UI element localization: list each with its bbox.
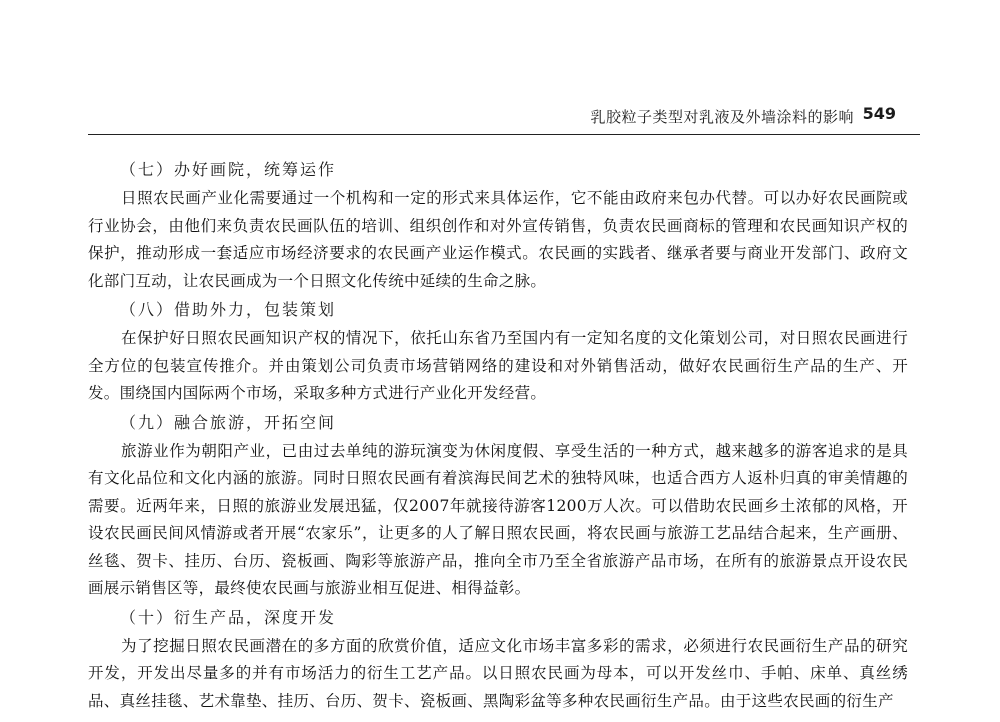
section-paragraph-10: 为了挖掘日照农民画潜在的多方面的欣赏价值，适应文化市场丰富多彩的需求，必须进行农民画衍生产品的研究开发，开发出尽量多的并有市场活力的衍生工艺产品。以日照农民画为母本，可以开发丝巾、手帕、床单、真丝绣品、真丝挂毯、艺术靠垫、挂历、台历、贺卡、瓷板画、黑陶彩盆等多种农民画衍生产品。由于这些农民画的衍生产 [88,636,908,710]
body-text [88,155,908,715]
running-title: 乳胶粒子类型对乳液及外墙涂料的影响 [590,108,854,126]
running-header [88,100,920,135]
section-heading-10: （十）衍生产品，深度开发 [120,607,337,627]
section-paragraph-7: 日照农民画产业化需要通过一个机构和一定的形式来具体运作，它不能由政府来包办代替。可以办好农民画院或行业协会，由他们来负责农民画队伍的培训、组织创作和对外宣传销售，负责农民画商标的管理和农民画知识产权的保护，推动形成一套适应市场经济要求的农民画产业运作模式。农民画的实践者、继承者要与商业开发部门、政府文化部门互动，让农民画成为一个日照文化传统中延续的生命之脉。 [88,189,908,290]
section-heading-7: （七）办好画院，统筹运作 [120,160,337,179]
section-heading-9: （九）融合旅游，开拓空间 [120,412,337,432]
section-paragraph-9: 旅游业作为朝阳产业，已由过去单纯的游玩演变为休闲度假、享受生活的一种方式，越来越多的游客追求的是具有文化品位和文化内涵的旅游。同时日照农民画有着滨海民间艺术的独特风味，也适合西方人返朴归真的审美情趣的需要。近两年来，日照的旅游业发展迅猛，仅2007年就接待游客1200万人次。可以借助农民画乡土浓郁的风格，开设农民画民间风情游或者开展“农家乐”，让更多的人了解日照农民画，将农民画与旅游工艺品结合起来，生产画册、丝毯、贺卡、挂历、台历、瓷板画、陶彩等旅游产品，推向全市乃至全省旅游产品市场，在所有的旅游景点开设农民画展示销售区等，最终使农民画与旅游业相互促进、相得益彰。 [88,441,908,597]
section-paragraph-8: 在保护好日照农民画知识产权的情况下，依托山东省乃至国内有一定知名度的文化策划公司，对日照农民画进行全方位的包装宣传推介。并由策划公司负责市场营销网络的建设和对外销售活动，做好农民画衍生产品的生产、开发。围绕国内国际两个市场，采取多种方式进行产业化开发经营。 [88,329,908,402]
page-number: 549 [862,104,896,123]
section-heading-8: （八）借助外力，包装策划 [120,300,337,319]
